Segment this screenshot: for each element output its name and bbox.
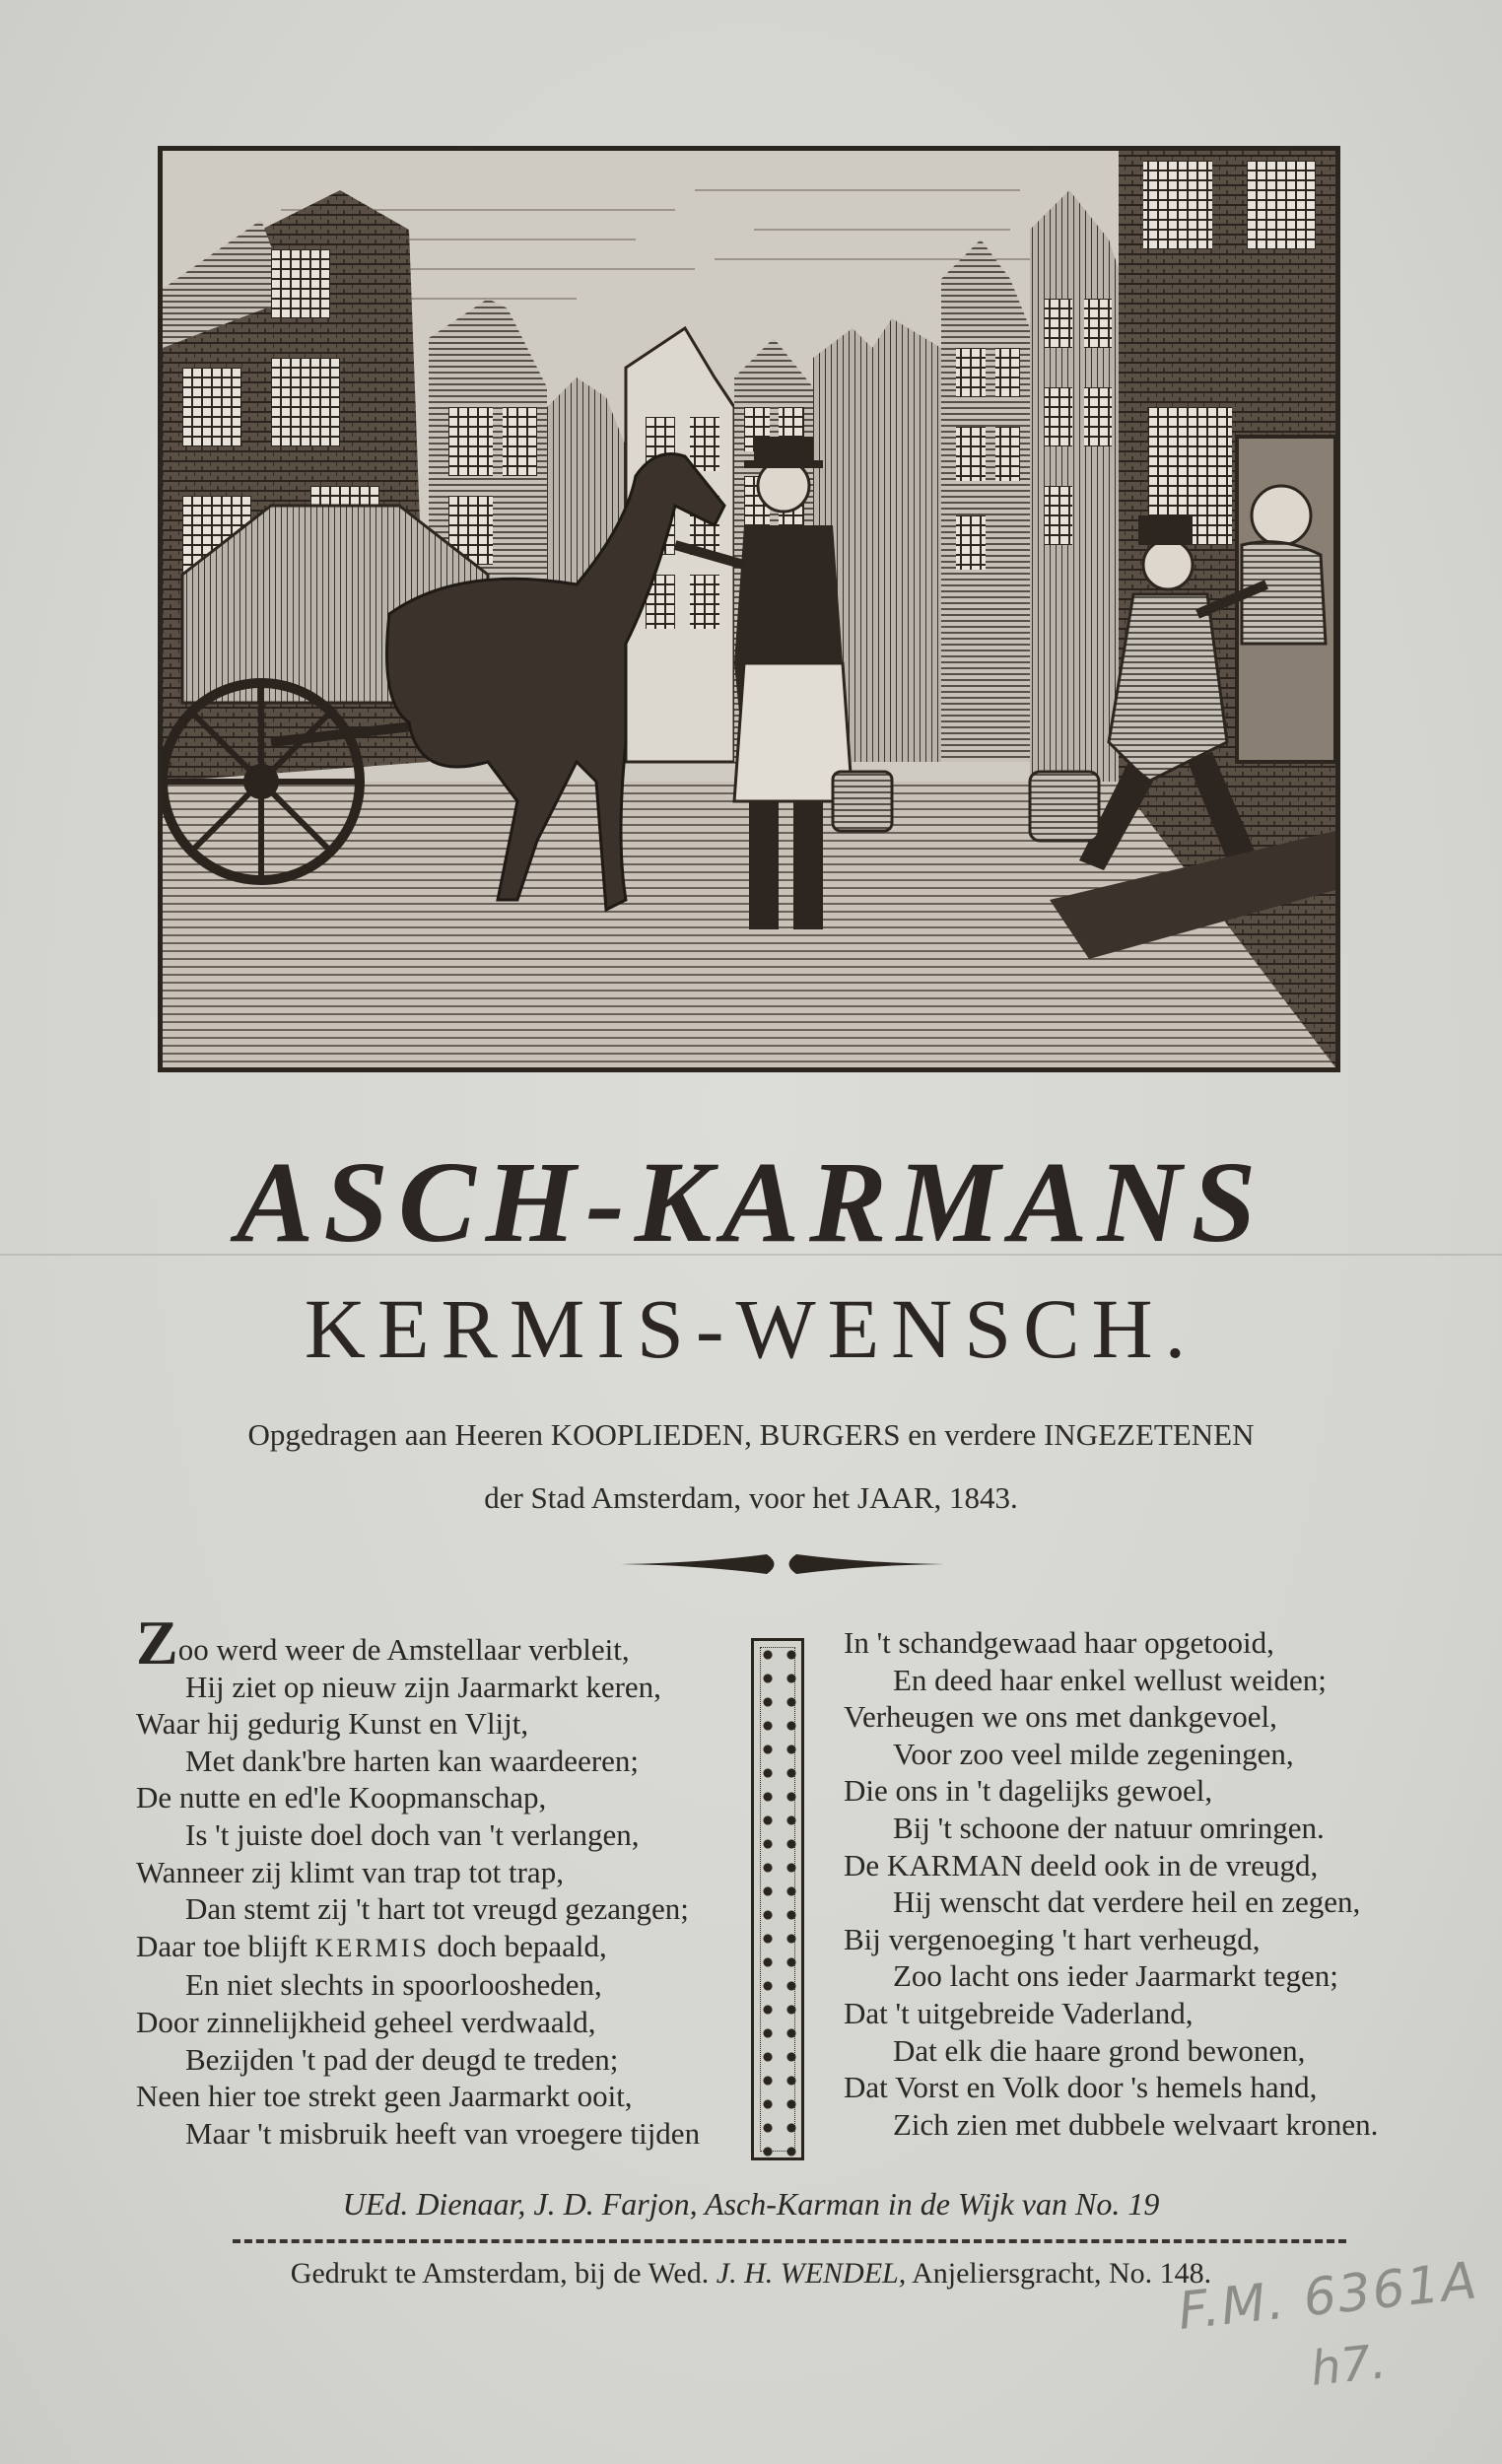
pencil-annotation: F.M. 6361A xyxy=(1175,2251,1481,2342)
poem-line: En deed haar enkel wellust weiden; xyxy=(893,1662,1327,1697)
poem-left-column xyxy=(136,1608,727,2152)
poem-line: Verheugen we ons met dankgevoel, xyxy=(844,1699,1277,1735)
poem-line: Dat Vorst en Volk door 's hemels hand, xyxy=(844,2070,1318,2105)
poem-line: Met dank'bre harten kan waardeeren; xyxy=(185,1743,640,1778)
poem-line: Wanneer zij klimt van trap tot trap, xyxy=(136,1854,564,1889)
poem-line: Dan stemt zij 't hart tot vreugd gezangen; xyxy=(185,1891,689,1927)
poem-line: Bezijden 't pad der deugd te treden; xyxy=(185,2041,619,2077)
title: ASCH-KARMANS xyxy=(236,1137,1266,1266)
poem-line: Zich zien met dubbele welvaart kronen. xyxy=(893,2106,1379,2142)
poem-line: Voor zoo veel milde zegeningen, xyxy=(893,1736,1294,1771)
poem-line: Is 't juiste doel doch van 't verlangen, xyxy=(185,1816,640,1852)
printer-imprint: Gedrukt te Amsterdam, bij de Wed. J. H. WENDEL, Anjeliersgracht, No. 148. xyxy=(290,2257,1212,2290)
pencil-annotation-2: h7. xyxy=(1308,2334,1389,2397)
poem-line: Waar hij gedurig Kunst en Vlijt, xyxy=(136,1706,529,1742)
dashed-divider xyxy=(233,2239,1346,2243)
poem-line: Bij vergenoeging 't hart verheugd, xyxy=(844,1921,1261,1956)
drop-cap: Z xyxy=(136,1608,178,1677)
poem-line: Neen hier toe strekt geen Jaarmarkt ooit, xyxy=(136,2079,633,2114)
poem-line: Hij wenscht dat verdere heil en zegen, xyxy=(893,1884,1361,1920)
dedication-line-2: der Stad Amsterdam, voor het JAAR, 1843. xyxy=(484,1480,1018,1515)
poem-line: Hij ziet op nieuw zijn Jaarmarkt keren, xyxy=(185,1669,661,1704)
poem-line: Bij 't schoone der natuur omringen. xyxy=(893,1810,1325,1845)
poem-line: De nutte en ed'le Koopmanschap, xyxy=(136,1780,547,1815)
woodcut-scene xyxy=(163,151,1335,1067)
signature-line: UEd. Dienaar, J. D. Farjon, Asch-Karman in de Wijk van No. 19 xyxy=(342,2186,1160,2222)
poem-right-column xyxy=(844,1624,1435,2143)
woodcut-illustration xyxy=(158,146,1340,1072)
poem-line: Dat 't uitgebreide Vaderland, xyxy=(844,1995,1194,2030)
ornamental-column-divider xyxy=(751,1638,804,2160)
poem-line: De KARMAN deeld ook in de vreugd, xyxy=(844,1847,1319,1882)
subtitle: KERMIS-WENSCH. xyxy=(304,1281,1198,1376)
poem-line: Maar 't misbruik heeft van vroegere tijden xyxy=(185,2115,701,2151)
poem-line: Daar toe blijft KERMIS doch bepaald, xyxy=(136,1928,607,1963)
kermis-smallcaps: KERMIS xyxy=(314,1933,430,1962)
poem-line: Dat elk die haare grond bewonen, xyxy=(893,2032,1306,2068)
poem-line: In 't schandgewaad haar opgetooid, xyxy=(844,1625,1274,1660)
dedication-line-1: Opgedragen aan Heeren KOOPLIEDEN, BURGERS en verdere INGEZETENEN xyxy=(247,1417,1255,1452)
poem-line: Door zinnelijkheid geheel verdwaald, xyxy=(136,2004,596,2039)
poem-line: En niet slechts in spoorloosheden, xyxy=(185,1967,602,2003)
poem-line: Zoo werd weer de Amstellaar verbleit, xyxy=(136,1608,630,1677)
ornamental-rule xyxy=(619,1549,944,1579)
poem-line: Zoo lacht ons ieder Jaarmarkt tegen; xyxy=(893,1958,1338,1994)
poem-line: Die ons in 't dagelijks gewoel, xyxy=(844,1773,1213,1809)
